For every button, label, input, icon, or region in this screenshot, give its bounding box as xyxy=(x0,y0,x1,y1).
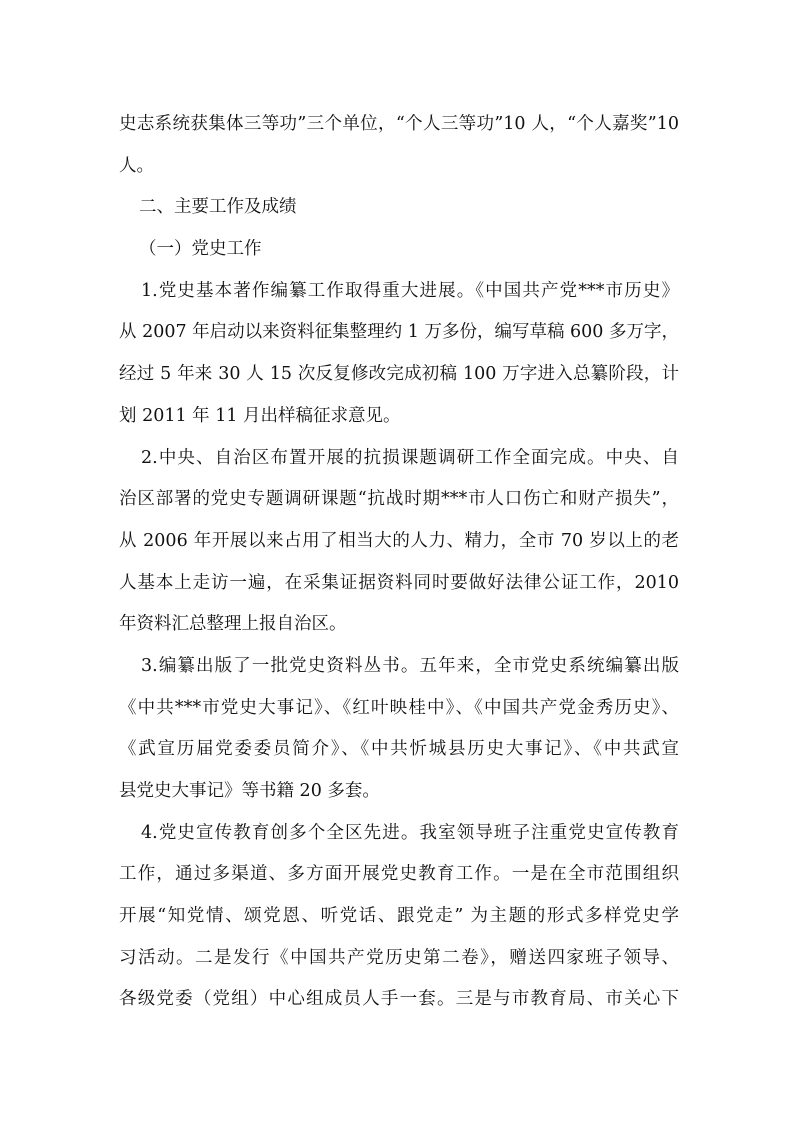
paragraph-4-line-1: 4.党史宣传教育创多个全区先进。我室领导班子注重党史宣传教育 xyxy=(141,822,679,843)
paragraph-1-line-4: 划 2011 年 11 月出样稿征求意见。 xyxy=(119,405,401,426)
text-line-1: 史志系统获集体三等功”三个单位，“个人三等功”10 人，“个人嘉奖”10 xyxy=(119,114,679,134)
paragraph-2-line-4: 人基本上走访一遍，在采集证据资料同时要做好法律公证工作，2010 xyxy=(119,572,679,593)
paragraph-3-line-3: 《武宣历届党委委员简介》、《中共忻城县历史大事记》、《中共武宣 xyxy=(119,739,679,760)
section-heading: 二、主要工作及成绩 xyxy=(139,197,297,218)
paragraph-1-line-1: 1.党史基本著作编纂工作取得重大进展。《中国共产党***市历史》 xyxy=(141,280,679,301)
paragraph-4-line-5: 各级党委（党组）中心组成员人手一套。三是与市教育局、市关心下 xyxy=(119,989,679,1010)
paragraph-2-line-3: 从 2006 年开展以来占用了相当大的人力、精力，全市 70 岁以上的老 xyxy=(119,530,679,551)
paragraph-2-line-5: 年资料汇总整理上报自治区。 xyxy=(119,614,347,635)
paragraph-4-line-3: 开展“知党情、颂党恩、听党话、跟党走” 为主题的形式多样党史学 xyxy=(119,906,679,927)
paragraph-4-line-2: 工作，通过多渠道、多方面开展党史教育工作。一是在全市范围组织 xyxy=(119,864,679,885)
paragraph-2-line-2: 治区部署的党史专题调研课题“抗战时期***市人口伤亡和财产损失”， xyxy=(119,489,679,510)
subsection-heading: （一）党史工作 xyxy=(139,239,262,260)
paragraph-3-line-1: 3.编纂出版了一批党史资料丛书。五年来，全市党史系统编纂出版 xyxy=(141,655,679,676)
paragraph-2-line-1: 2.中央、自治区布置开展的抗损课题调研工作全面完成。中央、自 xyxy=(141,447,679,468)
paragraph-4-line-4: 习活动。二是发行《中国共产党历史第二卷》，赠送四家班子领导、 xyxy=(119,947,679,968)
paragraph-3-line-2: 《中共***市党史大事记》、《红叶映桂中》、《中国共产党金秀历史》、 xyxy=(119,697,679,718)
paragraph-1-line-2: 从 2007 年启动以来资料征集整理约 1 万多份，编写草稿 600 多万字， xyxy=(119,322,679,343)
document-body xyxy=(119,104,679,1021)
text-line-2: 人。 xyxy=(119,155,154,176)
paragraph-1-line-3: 经过 5 年来 30 人 15 次反复修改完成初稿 100 万字进入总纂阶段，计 xyxy=(119,364,679,385)
paragraph-3-line-4: 县党史大事记》等书籍 20 多套。 xyxy=(119,781,380,801)
